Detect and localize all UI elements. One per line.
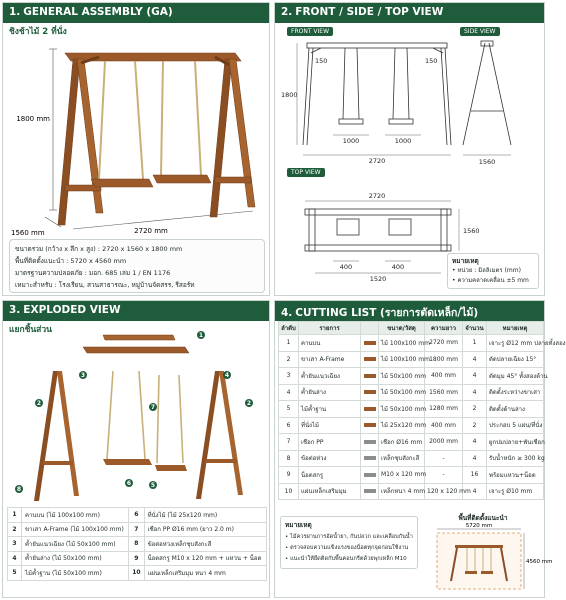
part-thumbnail-icon [361, 384, 379, 401]
dim-depth: 1560 mm [11, 229, 45, 237]
part-thumbnail-icon [361, 483, 379, 500]
cutting-note: • ตรวจสอบความแข็งแรงของน็อตทุกจุดก่อนใช้งาน [285, 545, 409, 551]
front-dim-h: 1800 [281, 91, 298, 99]
part-thumbnail-icon [361, 335, 379, 352]
table-cell: 7 [279, 434, 299, 451]
table-cell: 400 mm [425, 368, 463, 385]
table-cell: คานบน [299, 335, 361, 352]
exploded-drawing [3, 331, 271, 507]
table-cell: ข้อต่อห่วง [299, 450, 361, 467]
panel4-title: CUTTING LIST (รายการตัดเหล็ก/ไม้) [295, 307, 479, 319]
area-height: 4560 mm [526, 559, 553, 565]
table-cell: น็อตสกรู [299, 467, 361, 484]
views-panel [274, 2, 545, 296]
seat-1 [91, 179, 153, 187]
table-cell: 4 [463, 434, 487, 451]
rope-1 [99, 61, 105, 179]
table-cell: เหล็กชุบสังกะสี [379, 450, 425, 467]
table-cell: ไม้ 50x100 mm [379, 401, 425, 418]
table-cell: M10 x 120 mm [379, 467, 425, 484]
front-dim-top-a: 150 [315, 57, 328, 65]
spec-line: ขนาดรวม (กว้าง x ลึก x สูง) : 2720 x 1560 x 1800 mm [15, 245, 183, 253]
table-cell: 2 [463, 417, 487, 434]
table-row [279, 401, 544, 418]
panel2-header: 2. FRONT / SIDE / TOP VIEW [275, 3, 544, 23]
part-thumbnail-icon [361, 351, 379, 368]
table-cell: 120 x 120 mm [425, 483, 463, 500]
spec-line: มาตรฐานความปลอดภัย : มอก. 685 เล่ม 1 / EN 1176 [15, 269, 171, 277]
table-cell: 9 [279, 467, 299, 484]
general-assembly-panel [2, 2, 270, 296]
table-cell: เชือก PP [299, 434, 361, 451]
panel3-header: 3. EXPLODED VIEW [3, 301, 269, 321]
table-row: 5 ไม้ค้ำฐาน (ไม้ 50x100 mm) 10 แผ่นเหล็กเสริมมุม หนา 4 mm [8, 566, 267, 581]
table-cell: ขาเสา A-Frame [299, 351, 361, 368]
table-cell: 8 [279, 450, 299, 467]
top-dim-w: 2720 [368, 192, 386, 200]
callout-7: 7 [150, 404, 156, 411]
table-cell: 4 [279, 384, 299, 401]
table-row [279, 483, 544, 500]
parts-table [7, 507, 267, 581]
callout-8: 8 [16, 486, 22, 493]
top-view-tag: TOP VIEW [287, 168, 325, 177]
table-cell: ที่นั่งไม้ [299, 417, 361, 434]
table-cell: พร้อมแหวน+น็อต [487, 467, 544, 484]
table-cell: ไม้ 50x100 mm [379, 368, 425, 385]
table-cell: ติดตั้งด้านล่าง [487, 401, 544, 418]
install-area [425, 513, 553, 595]
callout-2: 2 [36, 400, 42, 407]
table-cell: ตัดมุม 45° ทั้งสองด้าน [487, 368, 544, 385]
view-note: • ความคลาดเคลื่อน ±5 mm [452, 277, 529, 284]
table-cell: ไม้ 100x100 mm [379, 335, 425, 352]
table-row [279, 450, 544, 467]
cutting-notes [280, 516, 418, 569]
cutting-note: • แนะนำให้ยึดติดกับพื้นคอนกรีตด้วยพุกเหล็ก M10 [285, 556, 407, 562]
table-row [279, 467, 544, 484]
table-cell: 2 [463, 401, 487, 418]
table-cell: 4 [463, 450, 487, 467]
view-notes-title: หมายเหตุ [452, 257, 479, 265]
table-cell: ค้ำยันแนวเฉียง [299, 368, 361, 385]
front-view-tag: FRONT VIEW [287, 27, 333, 36]
callout-6: 6 [126, 480, 132, 487]
callout-5: 5 [150, 482, 156, 489]
top-dim-a: 400 [339, 263, 353, 271]
table-cell: เชือก Ø16 mm [379, 434, 425, 451]
side-dim-d: 1560 [478, 158, 496, 166]
panel3-title: EXPLODED VIEW [23, 304, 121, 316]
table-cell: ไม้ค้ำฐาน [299, 401, 361, 418]
table-row: 1 คานบน (ไม้ 100x100 mm) 6 ที่นั่งไม้ (ไม้ 25x120 mm) [8, 508, 267, 523]
table-row [279, 417, 544, 434]
table-cell: 10 [279, 483, 299, 500]
spec-line: พื้นที่ติดตั้งแนะนำ : 5720 x 4560 mm [15, 257, 127, 265]
exploded-view-panel [2, 300, 270, 598]
table-cell: 1560 mm [425, 384, 463, 401]
top-dim-c: 1520 [369, 275, 387, 283]
table-cell: ตัดปลายเฉียง 15° [487, 351, 544, 368]
dim-height: 1800 mm [16, 115, 50, 123]
part-thumbnail-icon [361, 450, 379, 467]
assembly-drawing [3, 35, 271, 245]
table-cell: 1800 mm [425, 351, 463, 368]
table-cell: 2000 mm [425, 434, 463, 451]
dim-width: 2720 mm [134, 227, 168, 235]
spec-box [9, 239, 265, 293]
front-dim-seat-b: 1000 [394, 137, 412, 145]
cutting-notes-title: หมายเหตุ [285, 521, 312, 529]
seat-2 [153, 175, 211, 183]
table-row [279, 335, 544, 352]
table-cell: รับน้ำหนัก ≥ 300 kg [487, 450, 544, 467]
table-header-row: ลำดับ รายการ ขนาด/วัสดุ ความยาว จำนวน หมายเหตุ [279, 322, 544, 335]
part-thumbnail-icon [361, 401, 379, 418]
part-thumbnail-icon [361, 434, 379, 451]
table-row: 4 ค้ำยันล่าง (ไม้ 50x100 mm) 9 น็อตสกรู M10 x 120 mm + แหวน + น็อต [8, 551, 267, 566]
table-cell: 1280 mm [425, 401, 463, 418]
table-cell: 16 [463, 467, 487, 484]
table-cell: ไม้ 100x100 mm [379, 351, 425, 368]
table-row: 3 ค้ำยันแนวเฉียง (ไม้ 50x100 mm) 8 ข้อต่อห่วงเหล็กชุบสังกะสี [8, 537, 267, 552]
table-cell: - [425, 450, 463, 467]
callout-4: 4 [224, 372, 230, 379]
callout-3: 3 [80, 372, 86, 379]
panel2-title: FRONT / SIDE / TOP VIEW [295, 6, 444, 18]
table-row: 2 ขาเสา A-Frame (ไม้ 100x100 mm) 7 เชือก PP Ø16 mm (ยาว 2.0 m) [8, 522, 267, 537]
table-cell: 2720 mm [425, 335, 463, 352]
cutting-table [278, 321, 566, 500]
table-row [279, 384, 544, 401]
table-cell: 4 [463, 384, 487, 401]
install-area-drawing [425, 523, 553, 595]
table-cell: 400 mm [425, 417, 463, 434]
front-dim-w: 2720 [368, 157, 386, 165]
table-cell: - [425, 467, 463, 484]
table-row [279, 351, 544, 368]
table-cell: ผูกปมปลาย+พันเชือก [487, 434, 544, 451]
table-cell: 6 [279, 417, 299, 434]
callout-1: 1 [198, 332, 204, 339]
table-cell: แผ่นเหล็กเสริมมุม [299, 483, 361, 500]
part-thumbnail-icon [361, 368, 379, 385]
top-dim-d: 1560 [463, 227, 480, 235]
view-notes [447, 253, 539, 289]
panel1-title: GENERAL ASSEMBLY (GA) [23, 6, 173, 18]
table-cell: ไม้ 50x100 mm [379, 384, 425, 401]
table-cell: 4 [463, 351, 487, 368]
table-cell: 2 [279, 351, 299, 368]
table-cell: ไม้ 25x120 mm [379, 417, 425, 434]
panel1-subtitle: ชิงช้าไม้ 2 ที่นั่ง [9, 27, 67, 37]
install-area-title: พื้นที่ติดตั้งแนะนำ [458, 514, 508, 522]
table-cell: ค้ำยันล่าง [299, 384, 361, 401]
table-cell: ติดตั้งระหว่างขาเสา [487, 384, 544, 401]
front-dim-top-b: 150 [425, 57, 438, 65]
table-cell: 4 [463, 483, 487, 500]
table-cell: เหล็กหนา 4 mm [379, 483, 425, 500]
top-dim-b: 400 [391, 263, 405, 271]
panel1-header: 1. GENERAL ASSEMBLY (GA) [3, 3, 269, 23]
part-thumbnail-icon [361, 467, 379, 484]
table-cell: เจาะรู Ø12 mm ปลายทั้งสอง [487, 335, 544, 352]
table-row [279, 434, 544, 451]
part-thumbnail-icon [361, 417, 379, 434]
front-dim-seat-a: 1000 [342, 137, 360, 145]
side-view-tag: SIDE VIEW [460, 27, 500, 36]
panel3-subtitle: แยกชิ้นส่วน [9, 325, 52, 335]
table-cell: เจาะรู Ø10 mm [487, 483, 544, 500]
table-cell: 4 [463, 368, 487, 385]
table-cell: ประกอบ 5 แผ่น/ที่นั่ง [487, 417, 544, 434]
table-cell: 1 [279, 335, 299, 352]
table-cell: 5 [279, 401, 299, 418]
table-cell: 3 [279, 368, 299, 385]
cutting-list-panel [274, 300, 566, 598]
spec-line: เหมาะสำหรับ : โรงเรียน, สวนสาธารณะ, หมู่บ้านจัดสรร, รีสอร์ท [15, 281, 195, 289]
callout-2b: 2 [246, 400, 252, 407]
table-cell: 1 [463, 335, 487, 352]
cutting-note: • ไม้ควรผ่านการอัดน้ำยา, กันปลวก และเคลือบกันน้ำ [285, 534, 413, 540]
view-note: • หน่วย : มิลลิเมตร (mm) [452, 267, 521, 274]
panel4-header: 4. CUTTING LIST (รายการตัดเหล็ก/ไม้) [275, 301, 544, 321]
area-width: 5720 mm [465, 523, 493, 529]
table-row [279, 368, 544, 385]
